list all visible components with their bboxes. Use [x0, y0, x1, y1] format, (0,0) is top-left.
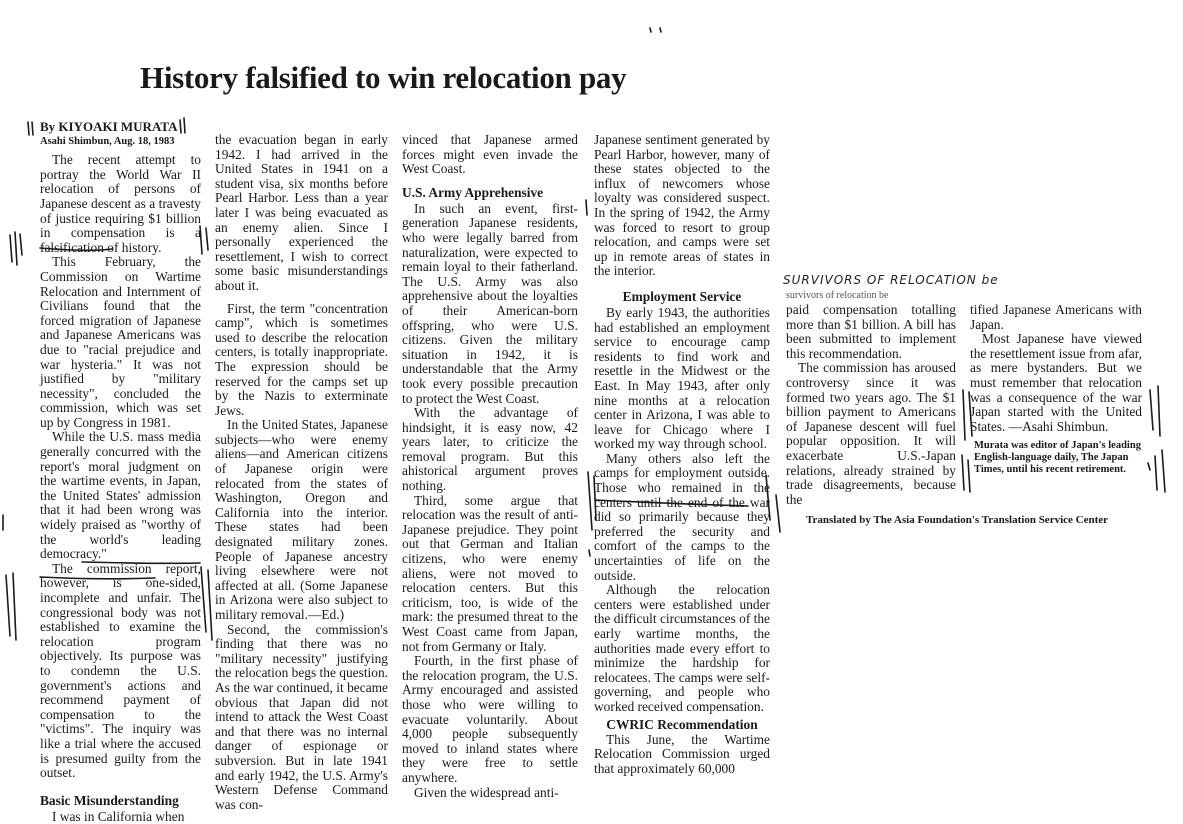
margin-mark: [963, 390, 965, 440]
margin-mark: [28, 122, 29, 135]
margin-mark: [962, 455, 964, 490]
margin-mark: [201, 567, 206, 632]
margin-mark: [10, 235, 12, 262]
paragraph: First, the term "concentration camp", which is sometimes used to describe the relocation centers, is totally inappropriate. The expression should be reserved for the camps set up by the Nazis to exterminate Jews.: [215, 300, 388, 418]
paragraph: The commission report, however, is one-sided, incomplete and unfair. The congressional body was not established to examine the relocation program objectively. Its purpose was to condemn the U.S. government's actions and recommend payment of compensation to the "victims". The inquiry was like a trial where the accused is presumed guilty from the outset.: [40, 560, 201, 781]
margin-mark: [776, 495, 780, 532]
paragraph: the evacuation began in early 1942. I had arrived in the United States in 1941 on a student visa, six months before Pearl Harbor. Less than a year later I was being evacuated as an enemy alien. Since I personally experienced the resettlement, I wish to correct some basic misunderstandings about it.: [215, 132, 388, 293]
paragraph: Third, some argue that relocation was the result of anti-Japanese prejudice. They point out that German and Italian citizens, who were enemy aliens, were not moved to relocation centers. But this criticism, too, is wide of the mark: the presumed threat to the West Coast came from Japan, not from Germany or Italy.: [402, 492, 578, 654]
margin-mark: [1162, 450, 1165, 492]
paragraph: By early 1943, the authorities had established an employment service to encourage camp residents to find work and resettle in the Midwest or the East. In May 1943, after only nine months at a relocation center in Arizona, I was able to leave for Chicago where I worked my way through school.: [594, 304, 770, 452]
margin-mark: [20, 234, 22, 255]
paragraph: Japanese sentiment generated by Pearl Harbor, however, many of these states objected to the influx of newcomers whose loyalty was considered suspect. In the spring of 1942, the Army was forced to resort to group relocation, and camps were set up in remote areas of states in the interior.: [594, 132, 770, 279]
cutoff-line: survivors of relocation be: [786, 290, 889, 298]
paragraph: This February, the Commission on Wartime Relocation and Internment of Civilians found that the forced migration of Japanese and Japanese Americans was due to "racial prejudice and war hysteria." It was not justified by "military necessity", concluded the commission, which was set up by Congress in 1981.: [40, 254, 201, 430]
paragraph: tified Japanese Americans with Japan.: [970, 302, 1142, 332]
paragraph: While the U.S. mass media generally concurred with the report's moral judgment on the wartime events, in Japan, the United States' admission that it had been wrong was widely praised as "worthy of the world's leading democracy.": [40, 429, 201, 562]
margin-mark: [1158, 386, 1160, 436]
paragraph: Second, the commission's finding that there was no "military necessity" justifying the relocation begs the question. As the war continued, it became obvious that Japan did not intend to attack the West Coast and that there was no internal danger of espionage or subversion. But in late 1941 and early 1942, the U.S. Army's Western Defense Command was con-: [215, 621, 388, 812]
paragraph: paid compensation totalling more than $1 billion. A bill has been submitted to implement this recommendation.: [786, 302, 956, 361]
paragraph: Fourth, in the first phase of the relocation program, the U.S. Army encouraged and assisted those who were willing to evacuate voluntarily. About 4,000 people subsequently moved to inland states where they were free to settle anywhere.: [402, 653, 578, 785]
margin-mark: [586, 200, 587, 215]
margin-mark: [1148, 463, 1150, 470]
headline: History falsified to win relocation pay: [140, 60, 627, 95]
paragraph: This June, the Wartime Relocation Commission urged that approximately 60,000: [594, 731, 770, 776]
margin-mark: [1150, 390, 1153, 430]
paragraph: Although the relocation centers were established under the difficult circumstances of the early wartime months, the authorities made every effort to minimize the hardship for relocatees. The camps were self-governing, and people who worked received compensation.: [594, 582, 771, 714]
paragraph: The commission has aroused controversy since it was formed two years ago. The $1 billion payment to Americans of Japanese descent will fuel popular opposition. It will exacerbate U.S.-Japan relations, already strained by trade disagreements, because the: [786, 360, 956, 507]
margin-mark: [208, 570, 212, 640]
margin-mark: [13, 573, 16, 640]
handwritten-annotation: SURVIVORS OF RELOCATION be: [783, 273, 999, 287]
paragraph: In the United States, Japanese subjects—who were enemy aliens—and American citizens of Japanese origin were relocated from the states of Washington, Oregon and California into the interior. These states had been designated military zones. People of Japanese ancestry living elsewhere were not affected at all. (Some Japanese in Arizona were also subject to military removal.—Ed.): [215, 417, 388, 622]
paragraph: Given the widespread anti-: [414, 784, 559, 800]
paragraph: Most Japanese have viewed the resettlement issue from afar, as mere bystanders. But we must remember that relocation was a consequence of the war Japan started with the United States. —Asahi Shimbun.: [970, 331, 1142, 434]
margin-mark: [6, 575, 10, 636]
margin-mark: [650, 28, 651, 32]
column-4: [594, 133, 770, 776]
subhead-employment-service: Employment Service: [622, 288, 742, 304]
dateline: Asahi Shimbun, Aug. 18, 1983: [40, 135, 175, 147]
paragraph: With the advantage of hindsight, it is easy now, 42 years later, to criticize the removal program. But this ahistorical argument proves nothing.: [402, 405, 578, 494]
paragraph: I was in California when: [52, 808, 185, 824]
column-1: [40, 120, 201, 824]
column-6: [970, 303, 1142, 476]
byline: By KIYOAKI MURATA: [40, 119, 178, 134]
subhead-army-apprehensive: U.S. Army Apprehensive: [402, 184, 544, 200]
column-3: [402, 133, 578, 800]
margin-mark: [32, 122, 33, 135]
margin-mark: [15, 232, 17, 265]
margin-mark: [1155, 456, 1157, 490]
subhead-basic-misunderstanding: Basic Misunderstanding: [40, 792, 179, 808]
paragraph: vinced that Japanese armed forces might even invade the West Coast.: [402, 132, 578, 177]
column-2: [215, 133, 388, 812]
subhead-cwric-recommendation: CWRIC Recommendation: [606, 716, 758, 732]
paragraph: Many others also left the camps for employment outside. Those who remained in the centers until the end of the war did so primarily because they preferred the security and comfort of the camps to the uncertainties of life on the outside.: [594, 450, 770, 583]
translation-credit: Translated by The Asia Foundation's Translation Service Center: [806, 514, 1109, 526]
column-5: [786, 303, 956, 507]
author-note: Murata was editor of Japan's leading English-language daily, The Japan Times, until his recent retirement.: [974, 440, 1141, 476]
paragraph: The recent attempt to portray the World War II relocation of persons of Japanese descent as a travesty of justice requiring $1 billion in compensation is a falsification of history.: [40, 152, 201, 255]
margin-mark: [660, 28, 661, 32]
margin-mark: [206, 228, 208, 250]
margin-mark: [589, 550, 590, 556]
paragraph: In such an event, first-generation Japanese residents, who were legally barred from naturalization, were expected to remain loyal to their fatherland. The U.S. Army was also apprehensive about the loyalties of their American-born offspring, who were U.S. citizens. Given the military situation in 1942, it is understandable that the Army took every possible precaution to protect the West Coast.: [402, 200, 578, 406]
margin-mark: [588, 472, 592, 530]
